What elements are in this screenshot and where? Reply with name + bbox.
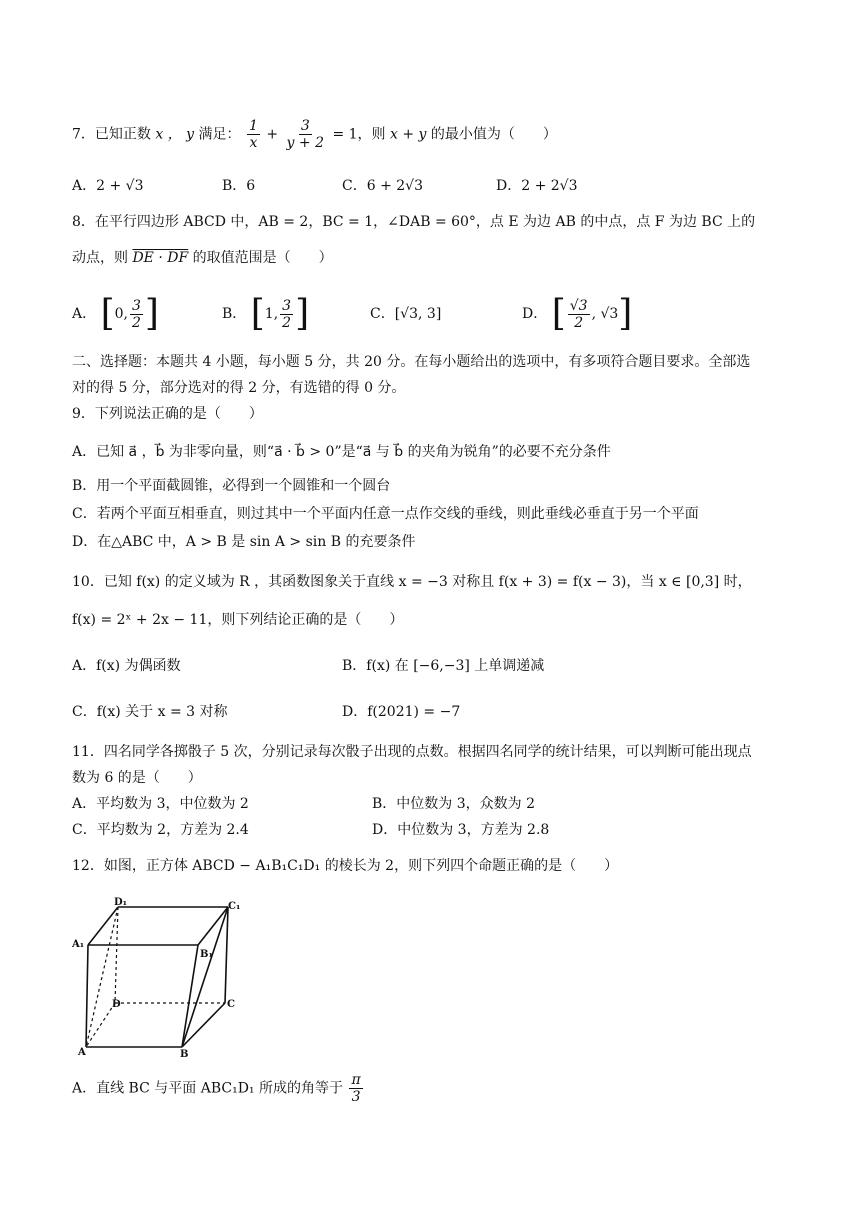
option-label: C． bbox=[72, 822, 97, 838]
frac-num: 3 bbox=[131, 297, 141, 314]
option-text: 中位数为 3，众数为 2 bbox=[396, 796, 536, 812]
option-label: D． bbox=[372, 822, 398, 838]
section-2-heading-line-1: 二、选择题：本题共 4 小题，每小题 5 分，共 20 分。在每小题给出的选项中，有多项符合题目要求。全部选 bbox=[72, 354, 751, 370]
q7-stem bbox=[72, 118, 557, 151]
frac-den: 3 bbox=[351, 1089, 361, 1105]
q11-option-c[interactable] bbox=[72, 820, 249, 840]
q8-line-2 bbox=[72, 248, 333, 268]
q11-option-b[interactable] bbox=[372, 794, 535, 814]
q9-stem: 9．下列说法正确的是（ ） bbox=[72, 406, 263, 422]
label-c: C bbox=[227, 999, 235, 1010]
q8-line2-b: 的取值范围是（ ） bbox=[192, 250, 333, 266]
frac-num: √3 bbox=[569, 297, 588, 314]
q10-option-c[interactable] bbox=[72, 702, 228, 722]
frac-den: 2 bbox=[131, 314, 141, 331]
option-label: C． bbox=[370, 306, 395, 322]
option-label: A． bbox=[72, 306, 97, 322]
frac-den: 2 bbox=[574, 314, 584, 331]
q7-vars: x ， y bbox=[155, 126, 199, 143]
option-label: B． bbox=[222, 306, 247, 322]
option-text: f(x) 在 [−6,−3] 上单调递减 bbox=[366, 658, 545, 674]
closed-interval: [ 1, $\frac{3}{2}$ ] bbox=[250, 293, 310, 334]
q8-option-a[interactable] bbox=[72, 293, 159, 334]
label-b: B bbox=[180, 1049, 189, 1060]
q9-option-c[interactable]: C．若两个平面互相垂直，则过其中一个平面内任意一点作交线的垂线，则此垂线必垂直于另一个平面 bbox=[72, 506, 699, 522]
option-label: A． bbox=[72, 658, 97, 674]
q7-fraction-2 bbox=[285, 118, 326, 151]
q7-f2-num: 3 bbox=[300, 118, 310, 134]
q10-line-1: 10．已知 f(x) 的定义域为 R ，其函数图象关于直线 x = −3 对称且 f(x + 3) = f(x − 3)，当 x ∈ [0,3] 时， bbox=[72, 574, 752, 590]
q7-stem-c: 的最小值为（ ） bbox=[430, 126, 557, 143]
q12-option-a-text: A．直线 BC 与平面 ABC₁D₁ 所成的角等于 bbox=[72, 1080, 343, 1097]
option-text: 平均数为 2，方差为 2.4 bbox=[96, 822, 249, 838]
q7-option-d[interactable] bbox=[496, 176, 578, 196]
q7-f1-den: x bbox=[249, 135, 258, 151]
q10-option-b[interactable] bbox=[342, 656, 544, 676]
q7-plus: + bbox=[266, 126, 279, 143]
q7-eq: = 1，则 bbox=[332, 126, 386, 143]
option-text: f(2021) = −7 bbox=[367, 704, 461, 720]
option-text: f(x) 关于 x = 3 对称 bbox=[96, 704, 228, 720]
option-text: 2 + √3 bbox=[96, 178, 144, 194]
label-a1: A₁ bbox=[72, 939, 85, 950]
q9-option-b[interactable]: B．用一个平面截圆锥，必得到一个圆锥和一个圆台 bbox=[72, 478, 391, 494]
option-label: C． bbox=[342, 178, 367, 194]
q11-option-a[interactable] bbox=[72, 794, 249, 814]
q11-line-1: 11．四名同学各掷骰子 5 次，分别记录每次骰子出现的点数。根据四名同学的统计结果，可以判断可能出现点 bbox=[72, 744, 752, 760]
option-label: A． bbox=[72, 178, 97, 194]
q11-option-d[interactable] bbox=[372, 820, 549, 840]
label-a: A bbox=[78, 1047, 86, 1058]
q12-option-a[interactable] bbox=[72, 1072, 365, 1105]
interval-start: 0, bbox=[114, 306, 128, 322]
label-c1: C₁ bbox=[228, 901, 241, 912]
closed-interval: [ $\frac{√3}{2}$ , √3 ] bbox=[551, 293, 633, 334]
option-text: 6 bbox=[246, 178, 256, 194]
q10-option-a[interactable] bbox=[72, 656, 181, 676]
option-text: [√3, 3] bbox=[394, 306, 442, 322]
q7-option-c[interactable] bbox=[342, 176, 423, 196]
q10-line-2: f(x) = 2ˣ + 2x − 11，则下列结论正确的是（ ） bbox=[72, 612, 404, 628]
option-label: D． bbox=[522, 306, 548, 322]
q7-option-a[interactable] bbox=[72, 176, 144, 196]
q8-option-c[interactable] bbox=[370, 304, 441, 324]
option-text: 2 + 2√3 bbox=[521, 178, 578, 194]
option-label: B． bbox=[342, 658, 367, 674]
option-label: A． bbox=[72, 796, 97, 812]
section-2-heading-line-2: 对的得 5 分，部分选对的得 2 分，有选错的得 0 分。 bbox=[72, 380, 406, 396]
frac-num: π bbox=[351, 1072, 361, 1088]
q8-option-d[interactable] bbox=[522, 293, 633, 334]
label-d1: D₁ bbox=[114, 897, 128, 908]
interval-end: , √3 bbox=[591, 306, 619, 322]
q8-vector-product: DE · DF bbox=[132, 250, 189, 266]
q7-stem-a: 7．已知正数 bbox=[72, 126, 151, 143]
option-label: C． bbox=[72, 704, 97, 720]
frac-num: 3 bbox=[282, 297, 292, 314]
option-label: B． bbox=[372, 796, 397, 812]
option-text: 平均数为 3，中位数为 2 bbox=[96, 796, 249, 812]
cube-figure bbox=[70, 895, 250, 1060]
q10-option-d[interactable] bbox=[342, 702, 460, 722]
q7-option-b[interactable] bbox=[222, 176, 255, 196]
q7-stem-b: 满足： bbox=[198, 126, 241, 143]
closed-interval: [ 0, $\frac{3}{2}$ ] bbox=[100, 293, 159, 334]
q7-target: x + y bbox=[390, 126, 427, 143]
option-label: D． bbox=[496, 178, 522, 194]
option-text: 中位数为 3，方差为 2.8 bbox=[397, 822, 550, 838]
q8-line2-a: 动点，则 bbox=[72, 250, 128, 266]
label-d: D bbox=[112, 999, 121, 1010]
option-text: f(x) 为偶函数 bbox=[96, 658, 181, 674]
q12-stem: 12．如图，正方体 ABCD − A₁B₁C₁D₁ 的棱长为 2，则下列四个命题正确的是（ ） bbox=[72, 858, 619, 874]
q9-option-a[interactable]: A．已知 a⃗ ，b⃗ 为非零向量，则“a⃗ · b⃗ > 0”是“a⃗ 与 b⃗ 的夹角为锐角”的必要不充分条件 bbox=[72, 444, 611, 460]
option-label: D． bbox=[342, 704, 368, 720]
q8-line-1: 8．在平行四边形 ABCD 中，AB = 2，BC = 1，∠DAB = 60°，点 E 为边 AB 的中点，点 F 为边 BC 上的 bbox=[72, 214, 756, 230]
interval-start: 1, bbox=[264, 306, 279, 322]
q7-f1-num: 1 bbox=[248, 118, 258, 134]
option-text: 6 + 2√3 bbox=[366, 178, 423, 194]
option-label: B． bbox=[222, 178, 247, 194]
frac-den: 2 bbox=[282, 314, 292, 331]
q8-option-b[interactable] bbox=[222, 293, 310, 334]
q11-line-2: 数为 6 的是（ ） bbox=[72, 770, 202, 786]
pi-over-3 bbox=[349, 1072, 362, 1105]
label-b1: B₁ bbox=[200, 949, 213, 960]
q7-f2-den: y + 2 bbox=[286, 135, 324, 151]
q7-fraction-1 bbox=[247, 118, 260, 151]
q9-option-d[interactable]: D．在△ABC 中，A > B 是 sin A > sin B 的充要条件 bbox=[72, 534, 416, 550]
